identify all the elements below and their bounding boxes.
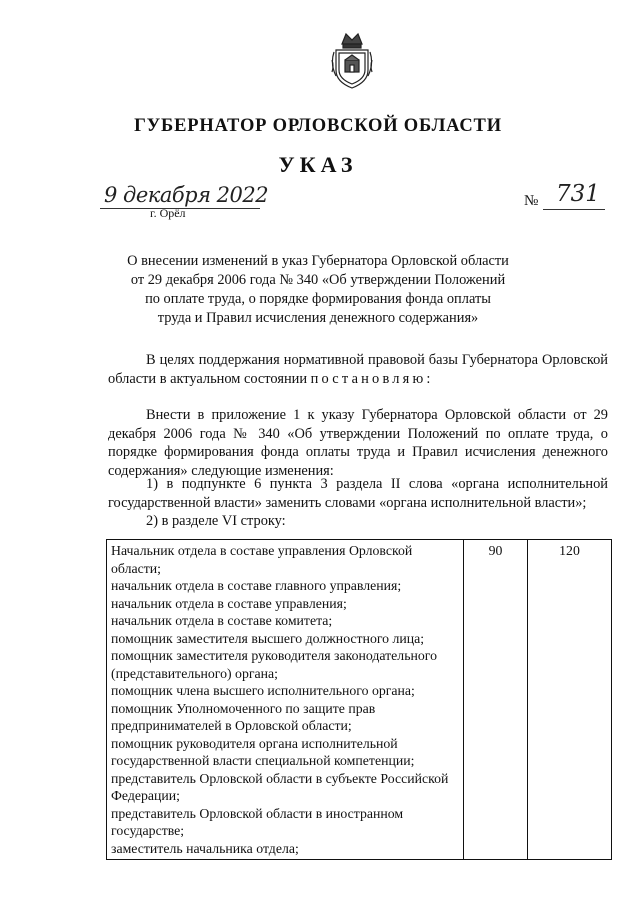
position-item: представитель Орловской области в иностранном государстве; <box>111 805 404 838</box>
subject-line: О внесении изменений в указ Губернатора Орловской области <box>127 253 509 269</box>
amendment-text: Внести в приложение 1 к указу Губернатора Орловской области от 29 декабря 2006 года № 340 «Об утверждении Положений по оплате труда, о порядке формирования фонда оплаты труда и Правил исчисления денежного содержания» следующие изменения: <box>108 407 608 479</box>
position-item: помощник руководителя органа исполнительной государственной власти специальной компетенции; <box>111 735 415 768</box>
coat-of-arms-emblem <box>330 30 374 92</box>
value-max-cell: 120 <box>528 540 612 860</box>
subject-line: труда и Правил исчисления денежного содержания» <box>157 310 479 326</box>
subject-line: по оплате труда, о порядке формирования фонда оплаты <box>145 291 491 307</box>
number-underline <box>543 209 605 210</box>
preamble-text: В целях поддержания нормативной правовой базы Губернатора Орловской области в актуальном состоянии <box>108 352 608 387</box>
position-item: начальник отдела в составе управления; <box>111 595 347 611</box>
decree-subject <box>0 252 636 328</box>
position-item: начальник отдела в составе комитета; <box>111 613 333 628</box>
salary-table <box>106 539 612 860</box>
issuing-authority: ГУБЕРНАТОР ОРЛОВСКОЙ ОБЛАСТИ <box>134 116 502 136</box>
preamble-paragraph <box>108 351 608 388</box>
position-item: представитель Орловской области в субъекте Российской Федерации; <box>111 770 449 803</box>
position-item: Начальник отдела в составе управления Орловской области; <box>111 543 413 576</box>
item-1-text: 1) в подпункте 6 пункта 3 раздела II слова «органа исполнительной государственной власти» заменить словами «органа исполнительной власти»; <box>108 476 608 511</box>
decree-number: 731 <box>556 181 600 207</box>
amendment-paragraph <box>108 406 608 480</box>
position-item: помощник заместителя руководителя законодательного (представительного) органа; <box>111 648 437 681</box>
number-sign: № <box>524 193 539 209</box>
table-row <box>107 540 612 860</box>
document-type: УКАЗ <box>278 152 358 177</box>
position-item: заместитель начальника отдела; <box>111 840 299 856</box>
decree-city: г. Орёл <box>150 206 186 220</box>
decree-date: 9 декабря 2022 <box>104 183 269 207</box>
amendment-item-1 <box>108 475 608 512</box>
position-item: помощник члена высшего исполнительного органа; <box>111 683 415 698</box>
amendment-item-2 <box>108 512 608 531</box>
position-item: помощник заместителя высшего должностного лица; <box>111 630 425 646</box>
subject-line: от 29 декабря 2006 года № 340 «Об утверждении Положений <box>130 272 506 288</box>
item-2-text: 2) в разделе VI строку: <box>146 513 286 529</box>
positions-cell <box>107 540 464 860</box>
position-item: начальник отдела в составе главного управления; <box>111 578 402 593</box>
decree-word: постановляю: <box>310 370 434 387</box>
position-item: помощник Уполномоченного по защите прав предпринимателей в Орловской области; <box>111 700 376 733</box>
value-min-cell: 90 <box>464 540 528 860</box>
